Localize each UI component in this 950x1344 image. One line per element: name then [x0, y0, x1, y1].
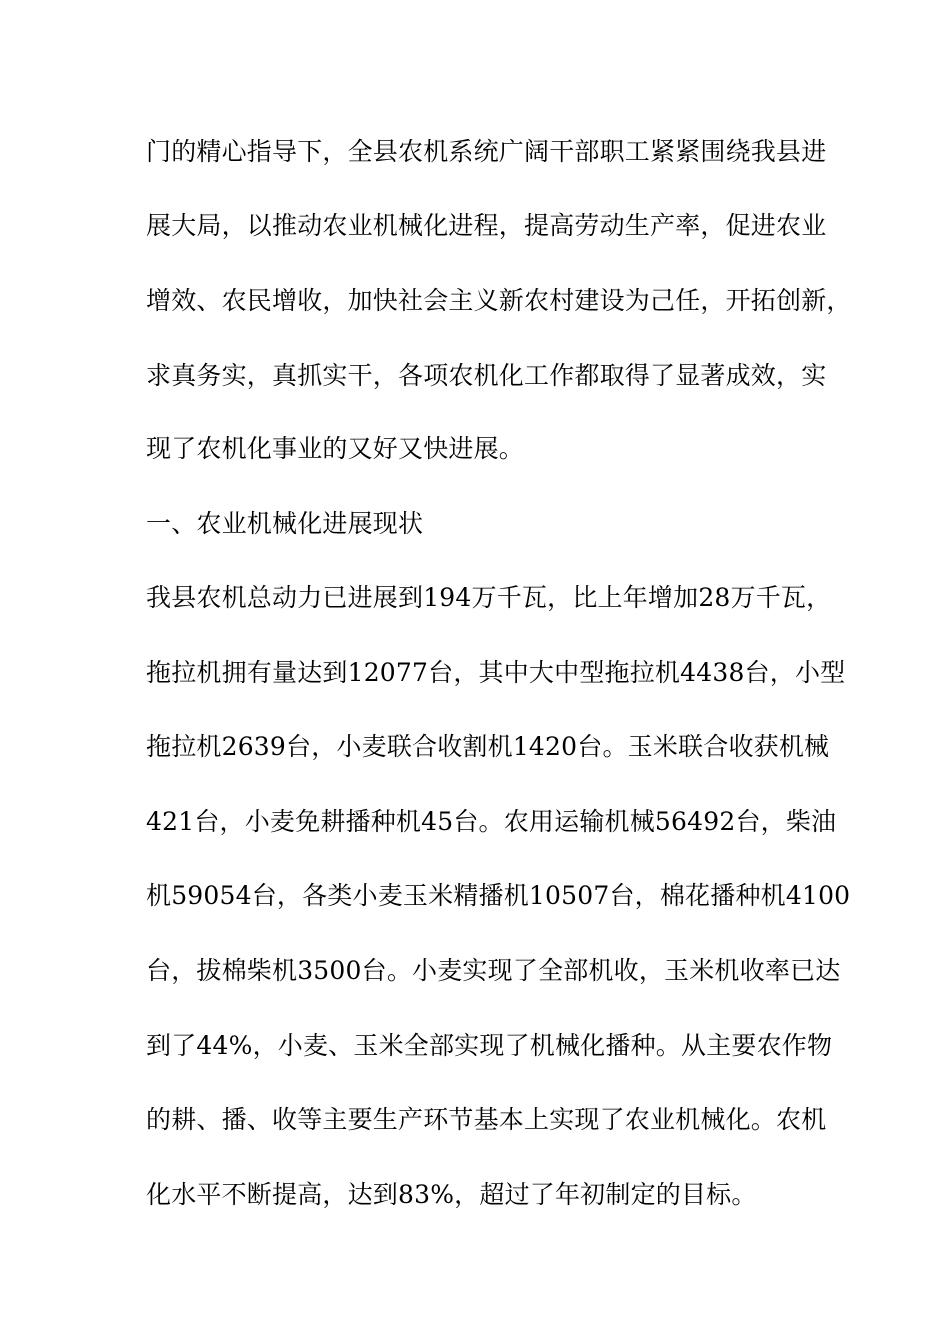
paragraph-line: 到了44%，小麦、玉米全部实现了机械化播种。从主要农作物	[146, 1031, 833, 1060]
paragraph-line: 拖拉机2639台，小麦联合收割机1420台。玉米联合收获机械	[146, 732, 830, 761]
paragraph-line: 我县农机总动力已进展到194万千瓦，比上年增加28万千瓦，	[146, 583, 832, 612]
paragraph-line: 门的精心指导下，全县农机系统广阔干部职工紧紧围绕我县进	[146, 137, 827, 166]
paragraph-line: 台，拔棉柴机3500台。小麦实现了全部机收，玉米机收率已达	[146, 956, 841, 985]
paragraph-line: 求真务实，真抓实干，各项农机化工作都取得了显著成效，实	[146, 361, 827, 390]
paragraph-line: 421台，小麦免耕播种机45台。农用运输机械56492台，柴油	[146, 807, 837, 836]
paragraph-line: 的耕、播、收等主要生产环节基本上实现了农业机械化。农机	[146, 1105, 827, 1134]
paragraph-line: 增效、农民增收，加快社会主义新农村建设为己任，开拓创新，	[146, 286, 852, 315]
paragraph-line: 现了农机化事业的又好又快进展。	[146, 434, 525, 463]
paragraph-line: 展大局，以推动农业机械化进程，提高劳动生产率，促进农业	[146, 211, 827, 240]
section-heading: 一、农业机械化进展现状	[146, 509, 424, 538]
paragraph-line: 拖拉机拥有量达到12077台，其中大中型拖拉机4438台，小型	[146, 658, 846, 687]
paragraph-line: 机59054台，各类小麦玉米精播机10507台，棉花播种机4100	[146, 881, 851, 910]
paragraph-line: 化水平不断提高，达到83%，超过了年初制定的目标。	[146, 1180, 757, 1209]
